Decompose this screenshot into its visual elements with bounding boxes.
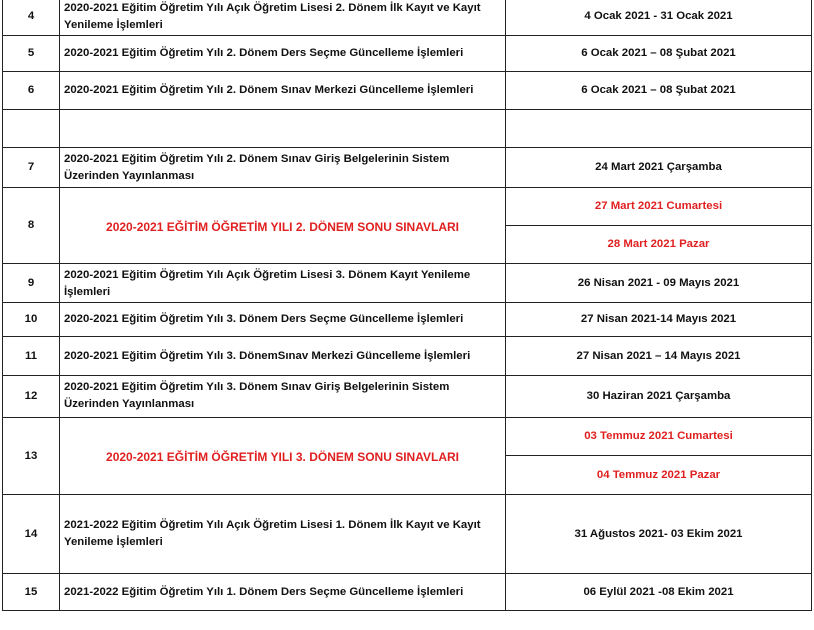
row-date: 06 Eylül 2021 -08 Ekim 2021 (506, 574, 812, 611)
description-line: 2021-2022 Eğitim Öğretim Yılı 1. Dönem Ders Seçme Güncelleme İşlemleri (64, 585, 464, 598)
row-number: 7 (3, 148, 60, 188)
row-number: 9 (3, 264, 60, 303)
description-line: 2020-2021 Eğitim Öğretim Yılı 3. Dönem Sınav Giriş Belgelerinin Sistem (64, 381, 450, 393)
table-row (3, 303, 812, 337)
exam-title: 2020-2021 EĞİTİM ÖĞRETİM YILI 3. DÖNEM SONU SINAVLARI (60, 418, 506, 495)
table-row (3, 376, 812, 418)
row-date: 26 Nisan 2021 - 09 Mayıs 2021 (506, 264, 812, 303)
table-row (3, 0, 812, 36)
row-date: 27 Nisan 2021-14 Mayıs 2021 (506, 303, 812, 337)
row-description (60, 574, 506, 611)
exam-date: 28 Mart 2021 Pazar (506, 226, 812, 264)
description-line: 2020-2021 Eğitim Öğretim Yılı 2. Dönem Ders Seçme Güncelleme İşlemleri (64, 47, 464, 59)
row-description (60, 337, 506, 376)
description-line: Yenileme İşlemleri (64, 19, 163, 31)
table-row (3, 495, 812, 574)
row-number: 4 (3, 0, 60, 36)
row-number: 14 (3, 495, 60, 574)
row-date: 24 Mart 2021 Çarşamba (506, 148, 812, 188)
description-line: Üzerinden Yayınlanması (64, 398, 195, 410)
row-description (60, 148, 506, 188)
table-row (3, 264, 812, 303)
table-row (3, 72, 812, 110)
empty-cell (3, 110, 60, 148)
row-number: 10 (3, 303, 60, 337)
table-row (3, 148, 812, 188)
empty-cell (506, 110, 812, 148)
schedule-table (2, 0, 812, 611)
row-number: 12 (3, 376, 60, 418)
exam-date: 03 Temmuz 2021 Cumartesi (506, 418, 812, 456)
row-number: 11 (3, 337, 60, 376)
table-row (3, 36, 812, 72)
row-number: 8 (3, 188, 60, 264)
row-number: 15 (3, 574, 60, 611)
row-number: 6 (3, 72, 60, 110)
row-date: 31 Ağustos 2021- 03 Ekim 2021 (506, 495, 812, 574)
row-description (60, 303, 506, 337)
row-description (60, 376, 506, 418)
row-description (60, 264, 506, 303)
row-description (60, 72, 506, 110)
table-row-exam (3, 418, 812, 456)
description-line: 2020-2021 Eğitim Öğretim Yılı Açık Öğretim Lisesi 3. Dönem Kayıt Yenileme (64, 269, 471, 281)
row-description (60, 495, 506, 574)
row-date: 4 Ocak 2021 - 31 Ocak 2021 (506, 0, 812, 36)
table-row (3, 574, 812, 611)
table-row-empty (3, 110, 812, 148)
description-line: 2020-2021 Eğitim Öğretim Yılı 3. Dönem Ders Seçme Güncelleme İşlemleri (64, 313, 464, 325)
table-row (3, 337, 812, 376)
row-description (60, 36, 506, 72)
row-date: 30 Haziran 2021 Çarşamba (506, 376, 812, 418)
row-description (60, 0, 506, 36)
description-line: 2021-2022 Eğitim Öğretim Yılı Açık Öğretim Lisesi 1. Dönem İlk Kayıt ve Kayıt (64, 519, 481, 531)
exam-date: 27 Mart 2021 Cumartesi (506, 188, 812, 226)
exam-date: 04 Temmuz 2021 Pazar (506, 456, 812, 495)
description-line: Yenileme İşlemleri (64, 536, 163, 548)
description-line: İşlemleri (64, 286, 111, 298)
description-line: Üzerinden Yayınlanması (64, 170, 195, 182)
exam-title: 2020-2021 EĞİTİM ÖĞRETİM YILI 2. DÖNEM SONU SINAVLARI (60, 188, 506, 264)
row-date: 6 Ocak 2021 – 08 Şubat 2021 (506, 36, 812, 72)
row-number: 13 (3, 418, 60, 495)
description-line: 2020-2021 Eğitim Öğretim Yılı 2. Dönem Sınav Merkezi Güncelleme İşlemleri (64, 84, 474, 96)
row-date: 27 Nisan 2021 – 14 Mayıs 2021 (506, 337, 812, 376)
row-number: 5 (3, 36, 60, 72)
description-line: 2020-2021 Eğitim Öğretim Yılı Açık Öğretim Lisesi 2. Dönem İlk Kayıt ve Kayıt (64, 2, 481, 14)
table-row-exam (3, 188, 812, 226)
description-line: 2020-2021 Eğitim Öğretim Yılı 3. DönemSınav Merkezi Güncelleme İşlemleri (64, 349, 471, 362)
empty-cell (60, 110, 506, 148)
row-date: 6 Ocak 2021 – 08 Şubat 2021 (506, 72, 812, 110)
description-line: 2020-2021 Eğitim Öğretim Yılı 2. Dönem Sınav Giriş Belgelerinin Sistem (64, 153, 450, 165)
